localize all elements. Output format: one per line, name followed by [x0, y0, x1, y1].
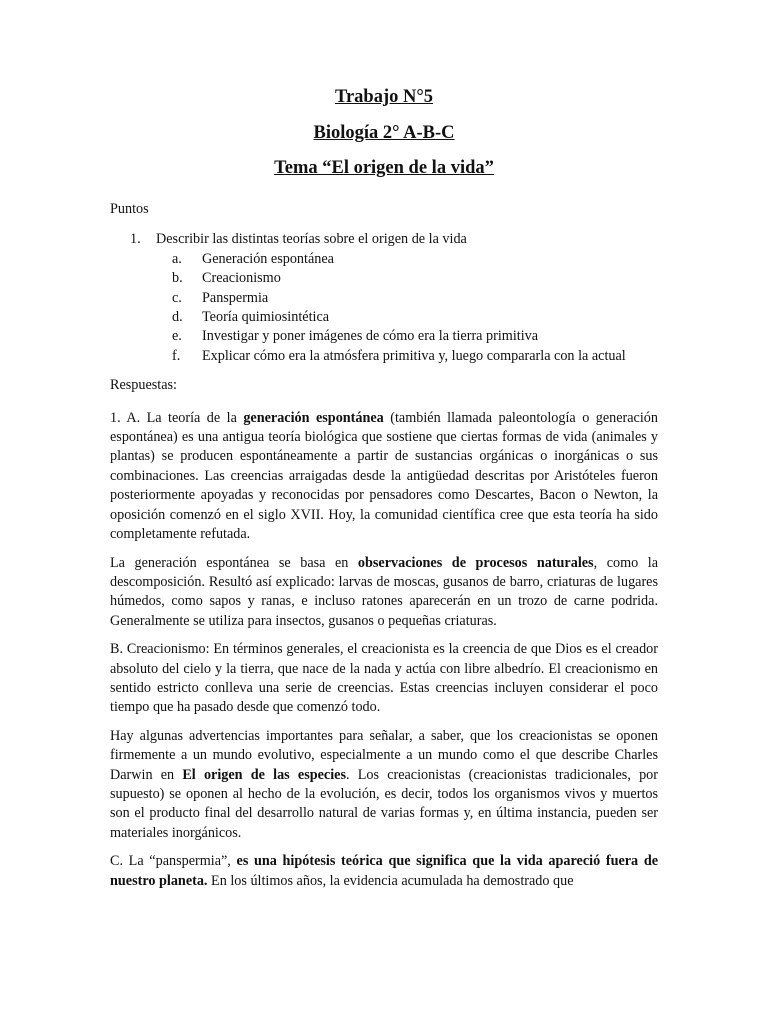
subject-title: Biología 2° A-B-C [313, 123, 455, 143]
assignment-title: Trabajo N°5 [334, 87, 433, 107]
item-text: Panspermia [202, 289, 269, 306]
topic-title: Tema “El origen de la vida” [274, 158, 494, 178]
text-run: C. La “panspermia”, [110, 853, 237, 870]
bold-term: El origen de las especies [182, 766, 346, 783]
list-item [172, 250, 658, 269]
bold-term: observaciones de procesos naturales [357, 554, 594, 571]
item-text: Generación espontánea [202, 250, 334, 267]
text-run: , como la descomposición. Resultó así explicado: larvas de moscas, gusanos de barro, criaturas de lugares húmedos, como sapos y ranas, e incluso ratones aparecerán en un trozo de carne podrida. Generalmente se utiliza para insectos, gusanos o pequeñas criaturas. [110, 554, 658, 629]
answer-panspermia [110, 852, 658, 891]
text-run: La generación espontánea se basa en [110, 554, 358, 571]
bold-term: es una hipótesis teórica que significa que la vida apareció fuera de nuestro planeta. [110, 853, 659, 889]
item-text: Explicar cómo era la atmósfera primitiva y, luego compararla con la actual [202, 347, 626, 364]
bold-term: generación espontánea [243, 409, 384, 426]
text-run: 1. A. La teoría de la [110, 409, 244, 426]
list-item [172, 269, 658, 288]
text-run: . Los creacionistas (creacionistas tradicionales, por supuesto) se oponen al hecho de la evolución, es decir, todos los organismos vivos y muertos son el producto final del desarrollo natural de varias formas y, en última instancia, pueden ser materiales inorgánicos. [110, 766, 658, 841]
list-item [172, 327, 658, 346]
document-body [110, 200, 658, 891]
question-number: 1. [130, 231, 141, 248]
item-letter: c. [172, 289, 182, 306]
question-sublist [110, 250, 658, 366]
puntos-label: Puntos [110, 201, 149, 217]
list-item [172, 289, 658, 308]
question-text: Describir las distintas teorías sobre el origen de la vida [156, 231, 467, 248]
question-1 [130, 230, 658, 249]
item-letter: d. [172, 309, 183, 326]
item-text: Teoría quimiosintética [202, 309, 330, 326]
answer-generacion-espontanea-2 [110, 554, 658, 632]
item-text: Creacionismo [202, 270, 281, 287]
item-letter: b. [172, 270, 183, 287]
answer-creacionismo: B. Creacionismo: En términos generales, el creacionista es la creencia de que Dios es el creador absoluto del cielo y la tierra, que nace de la nada y actúa con libre albedrío. El creacionismo en sentido estricto conlleva una serie de creencias. Estas creencias incluyen considerar el poco tiempo que ha pasado desde que comenzó todo. [110, 641, 658, 716]
text-run: En los últimos años, la evidencia acumulada ha demostrado que [207, 872, 574, 889]
item-letter: f. [172, 347, 181, 364]
text-run: (también llamada paleontología o generación espontánea) es una antigua teoría biológica que sostiene que ciertas formas de vida (animales y plantas) se producen espontáneamente a partir de sustancias orgánicas o inorgánicas o sus combinaciones. Las creencias arraigadas desde la antigüedad descritas por Aristóteles fueron posteriormente apoyadas y reconocidas por pensadores como Descartes, Bacon o Newton, la oposición comenzó en el siglo XVII. Hoy, la comunidad científica cree que esta teoría ha sido completamente refutada. [110, 409, 658, 543]
item-letter: a. [172, 250, 182, 267]
item-text: Investigar y poner imágenes de cómo era la tierra primitiva [202, 328, 539, 345]
list-item [172, 347, 658, 366]
answer-generacion-espontanea [110, 409, 658, 545]
answer-creacionismo-2 [110, 727, 658, 843]
title-block [0, 86, 768, 179]
respuestas-label: Respuestas: [110, 377, 177, 394]
text-run: Hay algunas advertencias importantes para señalar, a saber, que los creacionistas se oponen firmemente a un mundo evolutivo, especialmente a un mundo como el que describe Charles Darwin en [110, 727, 658, 783]
list-item [172, 308, 658, 327]
item-letter: e. [172, 328, 182, 345]
